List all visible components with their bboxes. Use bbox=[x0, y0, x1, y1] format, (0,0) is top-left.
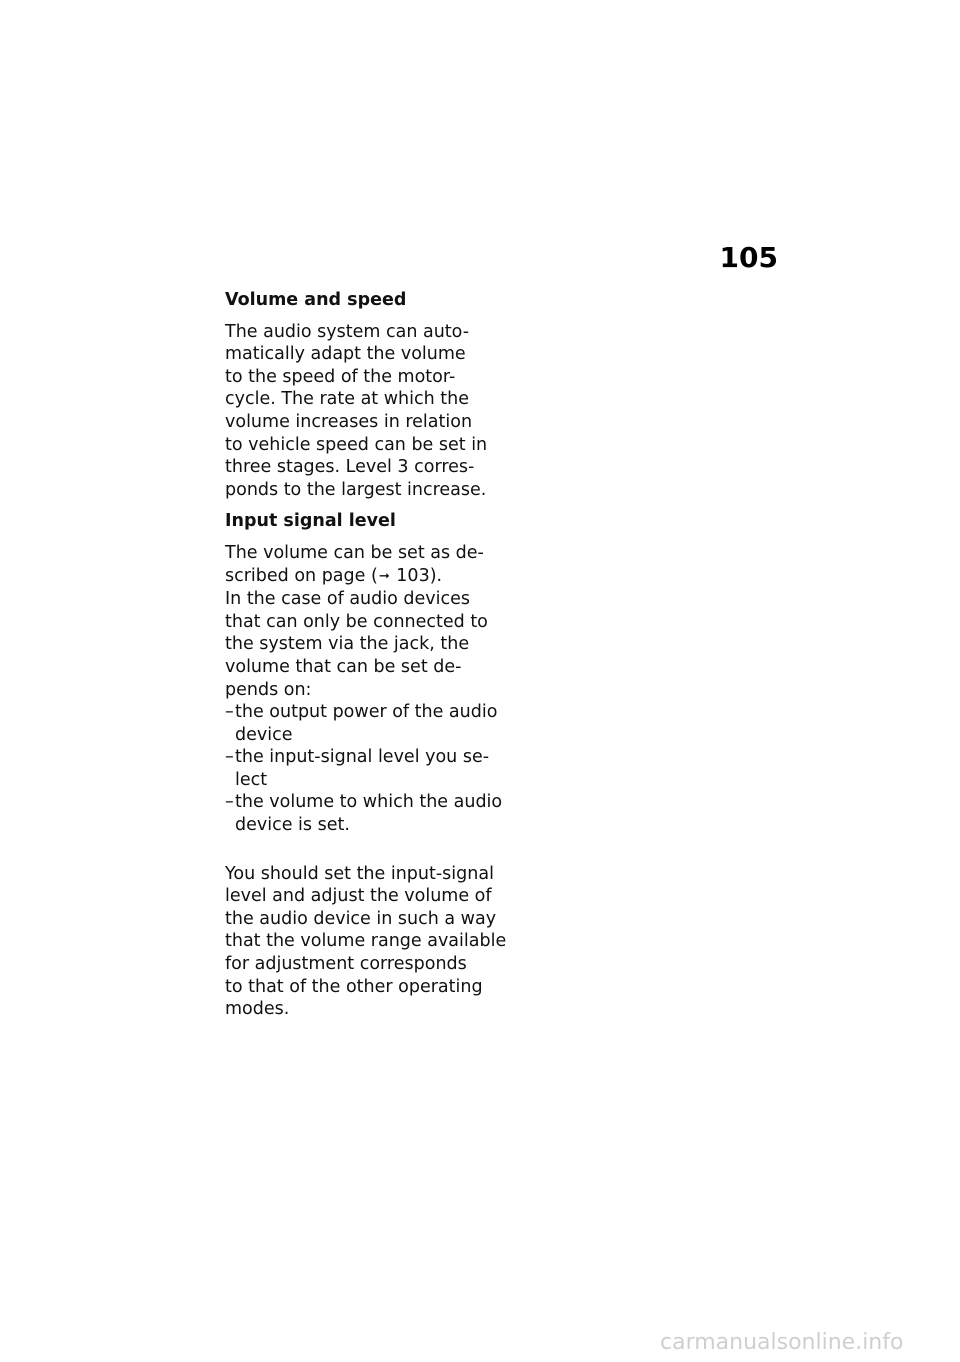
reference-prefix: scribed on page ( bbox=[225, 565, 378, 586]
text-line: The volume can be set as de- bbox=[225, 542, 484, 563]
text-line: lect bbox=[235, 769, 268, 790]
page-content bbox=[225, 289, 515, 1021]
page-reference-link[interactable]: 103 bbox=[396, 565, 430, 586]
text-line: modes. bbox=[225, 999, 290, 1020]
text-line: device is set. bbox=[235, 815, 350, 836]
text-line: the input-signal level you se- bbox=[235, 747, 490, 768]
text-line: volume increases in relation bbox=[225, 411, 473, 432]
paragraph-input-signal bbox=[225, 542, 515, 701]
paragraph-volume-speed bbox=[225, 321, 515, 502]
text-line: You should set the input-signal bbox=[225, 863, 494, 884]
text-line: to that of the other operating bbox=[225, 976, 483, 997]
text-line: to the speed of the motor- bbox=[225, 366, 456, 387]
reference-arrow-icon: ➞ bbox=[378, 568, 390, 584]
section-heading-volume-speed: Volume and speed bbox=[225, 290, 407, 310]
list-dash: – bbox=[225, 747, 234, 768]
text-line: volume that can be set de- bbox=[225, 656, 462, 677]
page-number: 105 bbox=[719, 241, 778, 274]
section-heading-input-signal: Input signal level bbox=[225, 511, 396, 532]
text-line: In the case of audio devices bbox=[225, 589, 470, 610]
text-line: cycle. The rate at which the bbox=[225, 389, 469, 410]
text-line: The audio system can auto- bbox=[225, 321, 470, 342]
list-item bbox=[225, 701, 515, 746]
text-line: device bbox=[235, 724, 293, 745]
text-line: matically adapt the volume bbox=[225, 344, 466, 365]
bullet-list bbox=[225, 701, 515, 837]
text-line: the system via the jack, the bbox=[225, 634, 470, 655]
text-line: pends on: bbox=[225, 679, 312, 700]
list-item bbox=[225, 746, 515, 791]
text-line: level and adjust the volume of bbox=[225, 886, 492, 907]
page-reference-line bbox=[225, 565, 515, 589]
text-line: that the volume range available bbox=[225, 931, 507, 952]
text-line: to vehicle speed can be set in bbox=[225, 434, 488, 455]
text-line: for adjustment corresponds bbox=[225, 954, 467, 975]
text-line: that can only be connected to bbox=[225, 611, 488, 632]
text-line: the audio device in such a way bbox=[225, 908, 497, 929]
list-dash: – bbox=[225, 792, 234, 813]
list-dash: – bbox=[225, 702, 234, 723]
watermark: carmanualsonline.info bbox=[660, 1330, 904, 1355]
text-line: three stages. Level 3 corres- bbox=[225, 457, 475, 478]
paragraph-advice bbox=[225, 863, 515, 1021]
text-line: ponds to the largest increase. bbox=[225, 479, 487, 500]
text-line: the volume to which the audio bbox=[235, 792, 503, 813]
reference-suffix: ). bbox=[429, 565, 443, 586]
list-item bbox=[225, 791, 515, 836]
text-line: the output power of the audio bbox=[235, 702, 498, 723]
